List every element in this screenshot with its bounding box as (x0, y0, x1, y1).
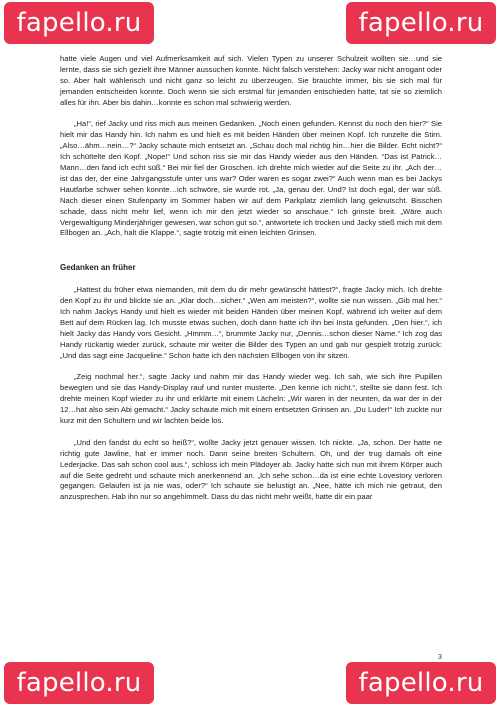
document-page (60, 54, 442, 514)
watermark-bottom-left: fapello.ru (4, 662, 154, 704)
watermark-top-right: fapello.ru (346, 2, 496, 44)
section-heading: Gedanken an früher (60, 263, 136, 273)
paragraph: „Hattest du früher etwa niemanden, mit dem du dir mehr gewünscht hättest?“, fragte Jacky mich. Ich drehte den Kopf zu ihr und blickte sie an. „Klar doch…sicher.“ „Wen am meisten?“, wollte sie nun wissen. „Gib mal her.“ Ich nahm Jackys Handy und hielt es wieder mit beiden Händen über meinen Kopf, während ich weiter auf dem Bett auf dem Rücken lag. Ich musste etwas suchen, doch dann hatte ich ihn bei Insta gefunden. „Den hier.“, ich hielt Jacky das Handy vors Gesicht. „Hmmm…“, brummte Jacky nur, „Dennis…schon dieser Name.“ Ich zog das Handy rückartig wieder zurück, schaute mir weiter die Bilder des Typen an und gab nur gespielt trotzig zurück: „Und das sagt eine Jacqueline.“ Schon hatte ich den nächsten Ellbogen von ihr sitzen. (60, 285, 442, 360)
paragraph: hatte viele Augen und viel Aufmerksamkeit auf sich. Vielen Typen zu unserer Schulzeit wollten sie…und sie lernte, dass sie sich gezielt ihre Männer aussuchen konnte. Nicht falsch verstehen: Jacky war nicht arrogant oder so. Aber halt wählerisch und nicht ganz so leicht zu überzeugen. Sie brauchte immer, bis sie sich mal für jemanden entscheiden konnte. Doch wenn sie sich erstmal für jemanden entschieden hatte, tat sie so ziemlich alles für ihn. Aber bis dahin…konnte es schon mal schwierig werden. (60, 54, 442, 107)
watermark-bottom-right: fapello.ru (346, 662, 496, 704)
paragraph: „Und den fandst du echt so heiß?“, wollte Jacky jetzt genauer wissen. Ich nickte. „Ja, schon. Der hatte ne richtig gute Jawline, hat er immer noch. Dann seine breiten Schultern. Oh, und der trug damals oft eine Lederjacke. Das sah schon cool aus.“, schloss ich mein Plädoyer ab. Jacky hatte sich nun mit ihrem Körper auch auf die Seite gedreht und schaute mich anerkennend an. „Ich sehe schon…da ist eine echte Lovestory verloren gegangen. Gelaufen ist ja nie was, oder?“ Ich schaute sie belustigt an. „Nee, hätte ich mich nie getraut, den anzusprechen. Hab ihn nur so angehimmelt. Dass du das nicht mehr weißt, hatte dir ein paar (60, 437, 442, 502)
watermark-top-left: fapello.ru (4, 2, 154, 44)
paragraph: „Zeig nochmal her.“, sagte Jacky und nahm mir das Handy wieder weg. Ich sah, wie sich ihre Pupillen bewegten und sie das Handy-Display rauf und runter musterte. „Den kenne ich nicht.“, stellte sie dann fest. Ich drehte meinen Kopf wieder zu ihr und erklärte mit einem Lächeln: „Wir waren in der neunten, da war der in der 12…hat also sein Abi gemacht.“ Jacky schaute mich mit einem entsetzten Grinsen an. „Du Luder!“ Ich zuckte nur kurz mit den Schultern und wir lachten beide los. (60, 372, 442, 426)
paragraph: „Ha!“, rief Jacky und riss mich aus meinen Gedanken. „Noch einen gefunden. Kennst du noch den hier?“ Sie hielt mir das Handy hin. Ich nahm es und hielt es mit beiden Händen über meinen Kopf. Ich runzelte die Stirn. „Also…ähm…nein…?“ Jacky schaute mich entsetzt an. „Schau doch mal richtig hin…hier die Bilder. Echt nicht?“ Ich schüttelte den Kopf. „Nope!“ Und schon riss sie mir das Handy wieder aus den Händen. “Das ist Patrick…Mann…den fand ich echt süß.“ Bei mir fiel der Groschen. Ich drehte mich wieder auf die Seite zu ihr. „Ach der…ist das der, der eine Jahrgangsstufe unter uns war? Oder waren es sogar zwei?“ Auch wenn man es bei Jackys Hautfarbe schwer sehen konnte…ich schwöre, sie wurde rot. „Ja, genau der. Und? Ist doch egal, der war süß. Nach dieser einen Stufenparty im Sommer haben wir auf dem Parkplatz ziemlich lang geknutscht. Bisschen schade, dass nicht mehr lief, wenn ich mir den jetzt wieder so anschaue.“ Ich grinste breit. „Wäre auch Vergewaltigung Minderjähriger gewesen, war schon gut so.“, antwortete ich trocken und Jacky stieß mich mit dem Ellbogen an. „Ach, halt die Klappe.“, sagte trotzig mit einen leichten Grinsen. (60, 119, 442, 238)
page-number: 3 (438, 654, 442, 661)
